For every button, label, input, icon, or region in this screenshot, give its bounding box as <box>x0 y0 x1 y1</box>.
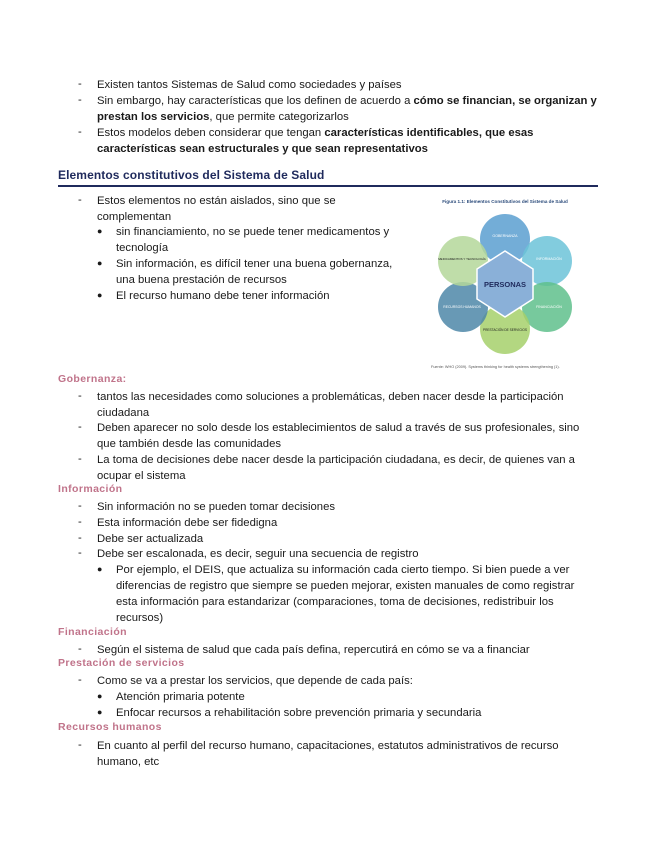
elementos-sub-3: El recurso humano debe tener información <box>116 290 330 302</box>
dash-bullet: - <box>78 194 82 206</box>
center-label: PERSONAS <box>483 280 527 289</box>
informacion-item-2: Esta información debe ser fidedigna <box>97 517 278 529</box>
informacion-sub: Por ejemplo, el DEIS, que actualiza su información cada cierto tiempo. Si bien puede a ver diferencias de registro que siempre se pueden mejorar, existen manuales de como registrar esta información para estandarizar (comparaciones, toma de decisiones, redistribuir los recursos) <box>116 564 575 624</box>
health-system-figure <box>425 193 585 371</box>
dash-bullet: - <box>78 126 82 138</box>
section-heading-informacion: Información <box>58 483 123 495</box>
node-label: GOBERNANZA <box>492 234 518 238</box>
figure-caption: Fuente: WHO (2009). Systems thinking for health systems strengthening (1). <box>431 365 560 369</box>
bullet-dot: ● <box>97 564 103 574</box>
section-heading-elementos: Elementos constitutivos del Sistema de Salud <box>58 168 325 182</box>
section-heading-gobernanza: Gobernanza: <box>58 373 127 385</box>
informacion-item-3: Debe ser actualizada <box>97 533 204 545</box>
prestacion-sub-2: Enfocar recursos a rehabilitación sobre prevención primaria y secundaria <box>116 707 482 719</box>
dash-bullet: - <box>78 500 82 512</box>
intro-item-1: Existen tantos Sistemas de Salud como sociedades y países <box>97 79 402 91</box>
node-label: RECURSOS HUMANOS <box>443 305 481 309</box>
bullet-dot: ● <box>97 226 103 236</box>
bullet-dot: ● <box>97 290 103 300</box>
dash-bullet: - <box>78 739 82 751</box>
rrhh-item: En cuanto al perfil del recurso humano, capacitaciones, estatutos administrativos de recurso humano, etc <box>97 740 559 768</box>
figure-svg <box>425 193 585 371</box>
dash-bullet: - <box>78 532 82 544</box>
prestacion-sub-1: Atención primaria potente <box>116 691 245 703</box>
informacion-item-1: Sin información no se pueden tomar decisiones <box>97 501 336 513</box>
dash-bullet: - <box>78 516 82 528</box>
gobernanza-item-2: Deben aparecer no solo desde los establecimientos de salud a través de sus profesionales, sino que también desde las comunidades <box>97 422 580 450</box>
gobernanza-item-3: La toma de decisiones debe nacer desde la participación ciudadana, es decir, de quienes van a ocupar el sistema <box>97 454 575 482</box>
section-heading-prestacion: Prestación de servicios <box>58 657 185 669</box>
elementos-sub-2: Sin información, es difícil tener una buena gobernanza, una buena prestación de recursos <box>116 258 393 286</box>
dash-bullet: - <box>78 421 82 433</box>
informacion-item-4: Debe ser escalonada, es decir, seguir una secuencia de registro <box>97 548 419 560</box>
dash-bullet: - <box>78 674 82 686</box>
node-label: PRESTACIÓN DE SERVICIOS <box>483 328 527 332</box>
gobernanza-item-1: tantos las necesidades como soluciones a problemáticas, deben nacer desde la participación ciudadana <box>97 391 564 419</box>
section-heading-rrhh: Recursos humanos <box>58 721 162 733</box>
dash-bullet: - <box>78 547 82 559</box>
dash-bullet: - <box>78 94 82 106</box>
prestacion-item: Como se va a prestar los servicios, que depende de cada país: <box>97 675 413 687</box>
figure-title: Figura 1.1: Elementos Constitutivos del Sistema de Salud <box>442 199 568 204</box>
dash-bullet: - <box>78 643 82 655</box>
dash-bullet: - <box>78 453 82 465</box>
bullet-dot: ● <box>97 258 103 268</box>
dash-bullet: - <box>78 78 82 90</box>
bullet-dot: ● <box>97 707 103 717</box>
node-label: INFORMACIÓN <box>536 257 562 261</box>
section-heading-financiacion: Financiación <box>58 626 127 638</box>
elementos-item-1: Estos elementos no están aislados, sino que se complementan <box>97 195 336 223</box>
heading-rule <box>58 185 598 187</box>
node-label: FINANCIACIÓN <box>536 305 562 309</box>
financiacion-item: Según el sistema de salud que cada país defina, repercutirá en cómo se va a financiar <box>97 644 530 656</box>
node-label: MEDICAMENTOS Y TECNOLOGÍA <box>438 257 486 261</box>
dash-bullet: - <box>78 390 82 402</box>
elementos-sub-1-lines: sin financiamiento, no se puede tener medicamentos y tecnología <box>116 226 390 254</box>
bullet-dot: ● <box>97 691 103 701</box>
intro-item-2: Sin embargo, hay características que los definen de acuerdo a cómo se financian, se organizan y prestan los servicios, que permite categorizarlos <box>97 95 597 123</box>
intro-item-3: Estos modelos deben considerar que tengan características identificables, que esas características sean estructurales y que sean representativos <box>97 127 534 155</box>
